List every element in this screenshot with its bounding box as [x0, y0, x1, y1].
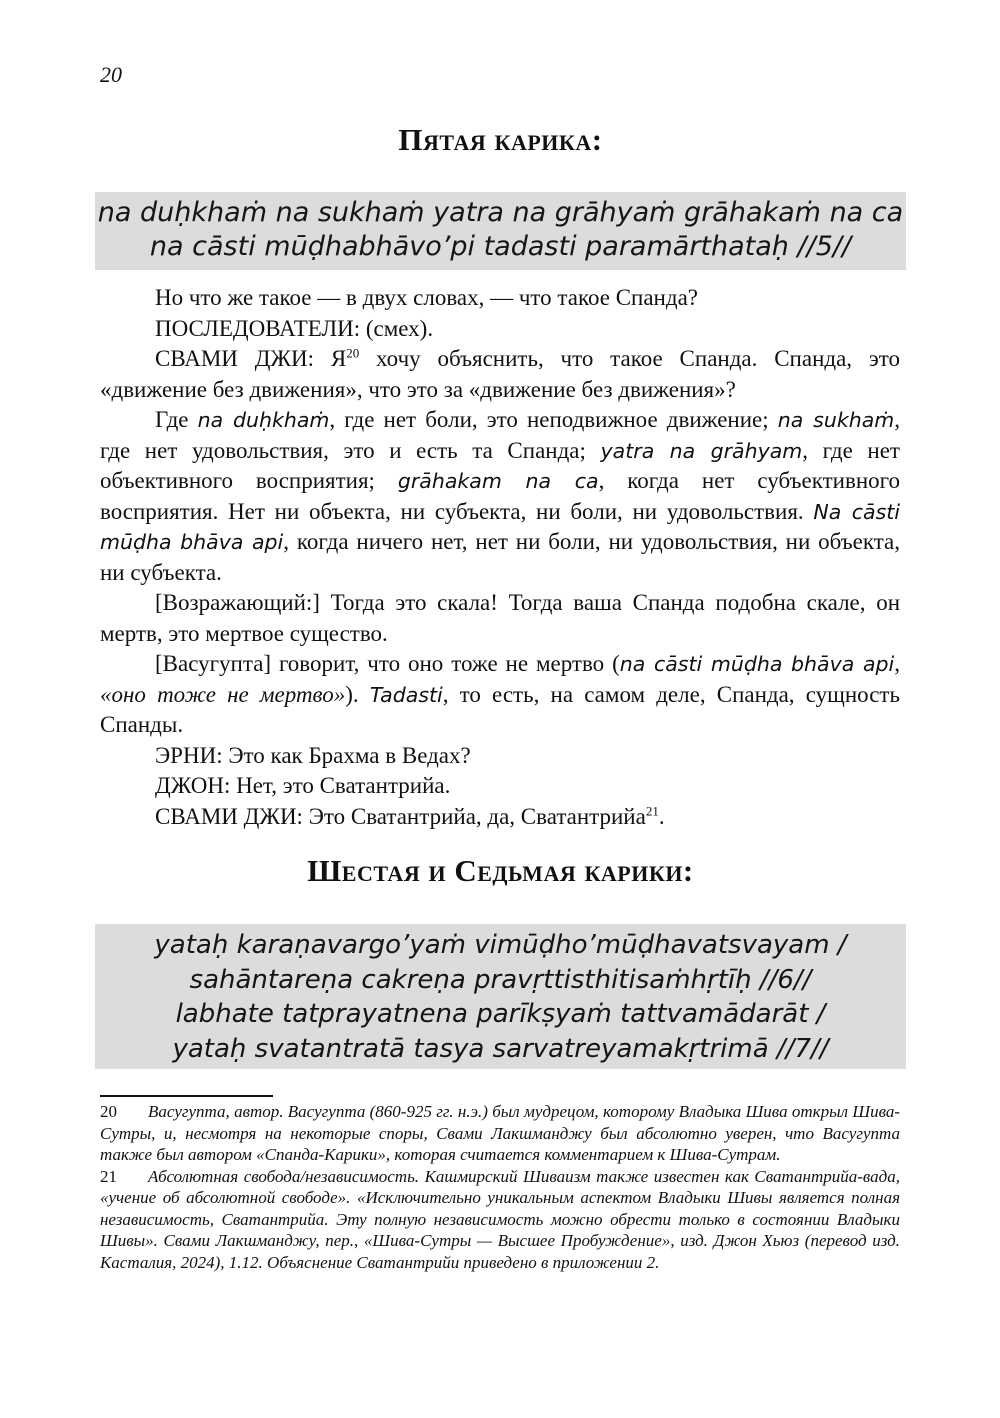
- verse-line: yataḥ svatantratā tasya sarvatreyamakṛtrimā //7//: [172, 1033, 829, 1064]
- paragraph: [Возражающий:] Тогда это скала! Тогда ваша Спанда подобна скале, он мертв, это мертвое существо.: [100, 590, 900, 646]
- paragraph: [100, 405, 900, 588]
- text-run: .: [658, 803, 665, 829]
- sanskrit-term: grāhakam na ca: [397, 469, 599, 493]
- paragraph: ЭРНИ: Это как Брахма в Ведах?: [155, 742, 471, 768]
- text-run: , когда нет субъективного восприятия. Нет ни объекта, ни субъекта, ни боли, ни удовольствия.: [100, 468, 900, 524]
- paragraph: [100, 649, 900, 741]
- section-heading-fifth-karika: Пятая карика:: [398, 122, 603, 157]
- footnotes: [100, 1101, 900, 1273]
- text-run: ,: [894, 651, 900, 676]
- text-run: Где: [155, 407, 198, 432]
- text-run: ).: [345, 681, 370, 707]
- sanskrit-term: Tadasti: [369, 682, 443, 707]
- footnote-20: [100, 1101, 900, 1166]
- footnote-number: 20: [100, 1102, 117, 1121]
- text-run: , где нет объективного восприятия;: [100, 437, 900, 493]
- text-run: , где нет удовольствия, это и есть та Спанда;: [100, 407, 900, 463]
- verse-box-sixth-seventh-karika: [95, 924, 906, 1069]
- section-heading-sixth-seventh-karika: Шестая и Седьмая карики:: [307, 853, 694, 888]
- verse-line: na duḥkhaṁ na sukhaṁ yatra na grāhyaṁ grāhakaṁ na ca: [97, 197, 904, 228]
- footnote-21: [100, 1166, 900, 1274]
- footnote-divider: [100, 1095, 273, 1097]
- verse-line: na cāsti mūḍhabhāvo’pi tadasti paramārthataḥ //5//: [149, 231, 852, 262]
- text-run: , где нет боли, это неподвижное движение;: [329, 407, 778, 432]
- paragraph: ПОСЛЕДОВАТЕЛИ: (смех).: [155, 315, 434, 341]
- paragraph: ДЖОН: Нет, это Сватантрийа.: [155, 773, 451, 798]
- sanskrit-term: na duḥkhaṁ: [197, 408, 330, 432]
- paragraph: Но что же такое — в двух словах, — что такое Спанда?: [155, 285, 698, 310]
- verse-line: labhate tatprayatnena parīkṣyaṁ tattvamādarāt /: [175, 999, 826, 1029]
- body-text: [100, 283, 900, 832]
- text-run: , то есть, на самом деле, Спанда, сущность Спанды.: [100, 681, 900, 737]
- footnote-number: 21: [100, 1166, 117, 1186]
- page-number: 20: [100, 62, 122, 87]
- footnote-ref[interactable]: 21: [645, 802, 659, 818]
- verse-line: sahāntareṇa cakreṇa pravṛttisthitisaṁhṛtīḥ //6//: [189, 964, 812, 995]
- sanskrit-term: na sukhaṁ: [777, 408, 895, 432]
- paragraph: [100, 344, 900, 405]
- text-run: , когда ничего нет, нет ни боли, ни удовольствия, ни объекта, ни субъекта.: [100, 529, 900, 585]
- paragraph: [100, 802, 900, 833]
- text-run: [Васугупта] говорит, что оно тоже не мертво (: [155, 651, 620, 676]
- verse-line: yataḥ karaṇavargo’yaṁ vimūḍho’mūḍhavatsvayam /: [154, 930, 847, 960]
- verse-box-fifth-karika: [95, 192, 906, 270]
- sanskrit-term: yatra na grāhyam: [600, 438, 803, 463]
- text-run: СВАМИ ДЖИ: Это Сватантрийа, да, Сватантрийа: [155, 803, 646, 829]
- footnote-text: Абсолютная свобода/независимость. Кашмирский Шиваизм также известен как Сватантрийа-вада, «учение об абсолютной свободе». «Исключительно уникальным аспектом Владыки Шивы является полная независимость, Сватантрийа. Эту полную независимость можно обрести только в состоянии Владыки Шивы». Свами Лакшманджу, пер., «Шива-Сутры — Высшее Пробуждение», изд. Джон Хьюз (перевод изд. Касталия, 2024), 1.12. Объяснение Сватантрийи приведено в приложении 2.: [100, 1166, 900, 1272]
- text-run: хочу объяснить, что такое Спанда. Спанда, это «движение без движения», что это за «движение без движения»?: [100, 346, 900, 402]
- italic-translation: «оно тоже не мертво»: [100, 681, 346, 707]
- text-run: СВАМИ ДЖИ: Я: [155, 346, 347, 371]
- footnote-text: Васугупта, автор. Васугупта (860-925 гг. н.э.) был мудрецом, которому Владыка Шива открыл Шива-Сутры, и, несмотря на некоторые споры, Свами Лакшманджу был абсолютно уверен, что Васугупта также был автором «Спанда-Карики», которая считается комментарием к Шива-Сутрам.: [100, 1102, 900, 1164]
- footnote-ref[interactable]: 20: [346, 345, 360, 361]
- sanskrit-term: Na cāsti mūḍha bhāva api: [100, 499, 900, 554]
- sanskrit-term: na cāsti mūḍha bhāva api: [619, 652, 895, 676]
